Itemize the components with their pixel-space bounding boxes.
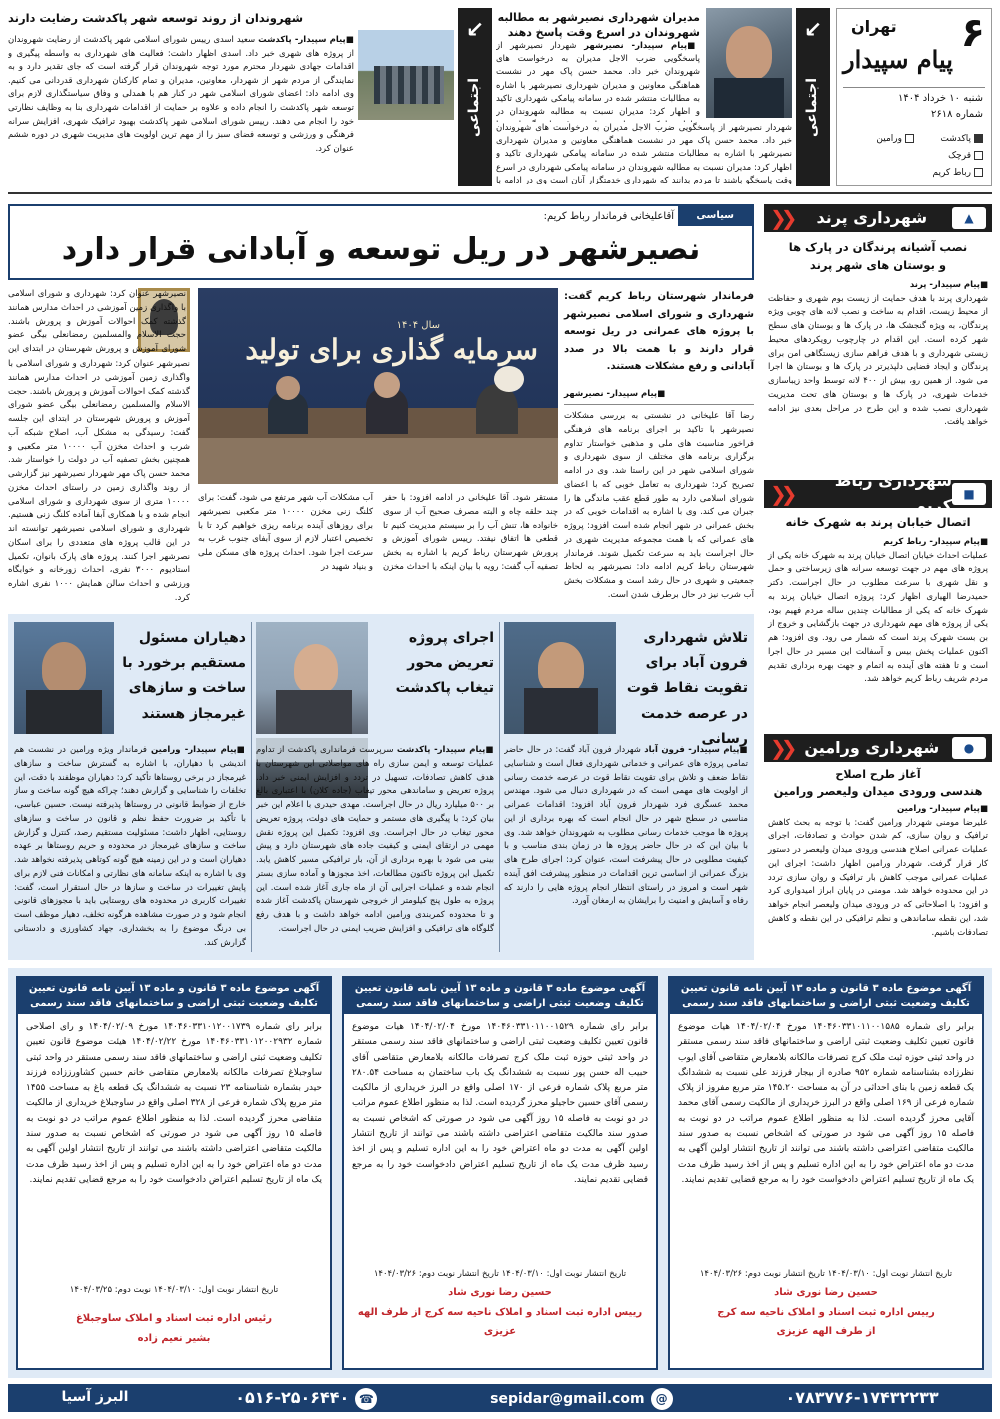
section-header <box>764 204 992 232</box>
chevrons-icon: ❮❮ <box>770 481 792 506</box>
feature-body: ■ پیام سپیدار- پاکدشت سرپرست فرمانداری پاکدشت از تداوم عملیات توسعه و ایمن سازی راه های مواصلاتی این شهرستان با هدف کاهش تصادفات، تسهیل در تردد و افزایش ایمنی خبر داد. پروژه تعریض و ساماندهی محور تیغاب (جاده کلان) با اعتباری بالغ بر ۵۰۰ میلیارد ریال در حال اجراست. مهدی حیدری با اعلام این خبر بیان کرد: با پیگیری های مستمر و حمایت های دولت، پروژه تعریض محور تیغاب در حال اجراست. وی افزود: تکمیل این پروژه نقش مهمی در ارتقای ایمنی و کیفیت جاده های شهرستان دارد و پیش بینی می شود با بهره برداری از آن، بار ترافیکی مسیر کاهش یابد. تکمیل این پروژه تاکنون مطالعات، اخذ مجوزها و آماده سازی بستر انجام شده و عملیات اجرایی آن از ماه جاری آغاز شده است. این پروژه به طول پنج کیلومتر از خروجی شهرستان پاکدشت آغاز شده و تا محدوده کمربندی ورامین ادامه خواهد داشت و با هدف رفع گلوگاه های ترافیکی و افزایش ضریب ایمنی در حال اجراست. <box>256 744 494 954</box>
feature-photo <box>14 622 114 734</box>
sidebar-parand <box>764 204 992 476</box>
notice-signer-name: عزیزی <box>483 1326 517 1338</box>
notice-signer-top: حسین رضا نوری شاد <box>774 1287 878 1299</box>
story-title: اتصال خیابان پرند به شهرک خانه <box>785 515 971 529</box>
notice-header: آگهی موضوع ماده ۳ قانون و ماده ۱۳ آیین نامه قانون تعیین تکلیف وضعیت ثبتی اراضی و ساختمانهای فاقد سند رسمی <box>18 978 330 1014</box>
notice-dates: تاریخ انتشار نوبت اول: ۱۴۰۴/۰۳/۱۰ تاریخ انتشار نوبت دوم: ۱۴۰۴/۰۳/۲۶ <box>699 1269 953 1279</box>
email-icon: @ <box>651 1388 673 1410</box>
feature-title: اجرای پروژه تعریض محور تیغاب پاکدشت <box>395 630 494 697</box>
section-bar-social <box>458 8 492 186</box>
story-subtitle: هندسی ورودی میدان ولیعصر ورامین <box>773 784 983 799</box>
chevrons-icon: ❮❮ <box>770 205 792 230</box>
municipality-logo-icon: ▲ <box>952 207 986 229</box>
feature-story-1 <box>504 618 748 956</box>
lead-body-left: نصیرشهر عنوان کرد: شهرداری و شورای اسلامی با واگذاری زمین آموزشی در احداث مدارس همانند گذشته کمک احوالات آموزش و پرورش باشند. حجت الاسلام والمسلمین رمضانعلی بیگی عضو شورای آموزش و پرورش شهرستان در ابتدای این جلسه گفت: رسیدگی به مشکل آب، اصلاح شبکه آب شرب و احداث مخزن آب ۱۰۰۰۰ متر مکعبی و همچنین بخش تصفیه آب در دولت را خواستار شد. محمد حسن پاک مهر شهردار نصیرشهر نیز گزارشی از روند واگذاری زمین در راستای احداث مخزن ۱۰۰۰۰ متری از سوی شهرداری و شورای اسلامی انجام شده و با همکاری آبفا آماده کلنگ زنی هستیم. شهرداری و شورای اسلامی نصیرشهر توانسته اند در این قالب پروژه های متعددی را برای اسکان نصرشهر اجرا کنند. پروژه های پارک بانوان، تکمیل استادیوم ۳۰۰۰ نفری، احداث زورخانه و خوابگاه ورزشی و احداث سالن همایش ۱۰۰۰ نفری اشاره کرد. <box>8 359 190 604</box>
legal-notice <box>668 976 984 1370</box>
section-header <box>764 471 992 515</box>
section-label: اجتماعی <box>804 78 821 138</box>
notice-signer-title: رییس اداره ثبت اسناد و املاک ناحیه سه کرج <box>717 1306 935 1318</box>
masthead <box>836 8 992 186</box>
story-body: ■ پیام سپیدار- ورامین علیرضا مومنی شهردار ورامین گفت: با توجه به بحث کاهش ترافیک و روان سازی، کم شدن حوادث و تصادفات، اجرای عملیات عمرانی اصلاح هندسی ورودی میدان ولیعصر در دستور کار قرار گرفت. شهردار ورامین اظهار داشت: اجرای این عملیات عمرانی موجب کاهش بار ترافیک و روان سازی تردد در این محدوده خواهد شد. مومنی در پایان ابراز امیدواری کرد و افزود: با اصلاحاتی که در ورودی میدان ولیعصر انجام خواهد شد، این نقطه ساماندهی و نظم ترافیکی در این نقطه و کاهش تصادفات باشیم. <box>764 801 992 951</box>
section-bar-social <box>796 8 830 186</box>
feature-story-3 <box>14 618 246 956</box>
county-item <box>845 150 914 164</box>
sidebar-robat <box>764 471 992 732</box>
feature-body: ■ پیام سپیدار- فرون آباد شهردار فرون آباد گفت: در حال حاضر تمامی پروژه های عمرانی و خدماتی شهرداری فعال است و شناسایی نقاط ضعف و تلاش برای تقویت نقاط قوت در عرصه خدمت رسانی از اولویت های مهمی است که در شهرداری دنبال می شود. مهندس محمد عسگری فرد شهردار فرون آباد افزود: اقدامات عمرانی مناسبی در سطح شهر در حال انجام است که بهره برداری از این پروژه ها موجب خدمات رسانی مطلوب به شهروندان خواهد شد. وی با بیان این که در حال حاضر پروژه ها در زمان بندی مناسب و با کیفیت مطلوبی در حال پیشرفت است، عنوان کرد: اجرای طرح های بزرگ عمرانی از اساسی ترین اقدامات در منظور پیشرفت افق آینده شهر است و امروز در راستای انتظار انجام پروژه هایی را دارند که رفاه و آسایش و امنیت را برایشان به ارمغان آورد. <box>504 744 748 954</box>
section-tag: سیاسی <box>678 206 752 226</box>
feature-photo <box>504 622 616 734</box>
county-item: پاکدشت <box>914 133 983 147</box>
footer-email[interactable]: @sepidar@gmail.com <box>490 1386 679 1411</box>
issue-number: شماره ۲۶۱۸ <box>931 109 983 120</box>
story-title: نصب آشیانه پرندگان در پارک ها و بوستان های شهر پرند <box>788 240 968 273</box>
arrow-icon: ↙ <box>803 18 823 43</box>
story-body: ■ پیام سپیدار- پرند شهرداری پرند با هدف حمایت از زیست بوم شهری و حفاظت از محیط زیست، اقدام به ساخت و نصب لانه های چوبی ویژه پرندگان، به ویژه گنجشک ها، در پارک ها و بوستان های سطح شهر کرده است. این اقدام در چارچوب رویکردهای محیط زیستی شهرداری و با هدف فراهم سازی زیستگاهی امن برای پرندگان و ایجاد فضایی دلپذیرتر در پارک ها و بوستان ها اجرا می شود. از همین رو، بیش از ۴۰۰ لانه توسط واحد زیباسازی خدمات شهری، در پارک ها و بوستان های تحت مدیریت شهرداری نصب شده و این طرح در مراحل بعدی نیز ادامه خواهد یافت. <box>764 275 992 475</box>
legal-notice <box>342 976 658 1370</box>
notice-body: برابر رای شماره ۱۴۰۴۶۰۳۳۱۰۱۱۰۰۱۵۸۵ مورخ ۱۴۰۴/۰۲/۰۴ هیات موضوع قانون تعیین تکلیف وضعیت ثبتی اراضی و ساختمانهای فاقد سند رسمی مستقر در واحد ثبتی حوزه ثبت ملک کرج تصرفات مالکانه بلامعارض متقاضی آقای ایوب نظرزاده بشناسنامه شماره ۹۵۲ صادره از بیجار فرزند علی نسبت به ششدانگ یک قطعه زمین با بنای احداثی در آن به مساحت ۱۴۵.۲۰ متر مربع مفروز از پلاک شماره فرعی از ۱۶۹ اصلی واقع در البرز خریداری از مالکیت رسمی آقای محمد آقایی محرز گردیده است. لذا به منظور اطلاع عموم مراتب در دو نوبت به فاصله ۱۵ روز آگهی می شود در صورتی که اشخاص نسبت به صدور سند مالکیت متقاضی اعتراضی داشته باشند می توانند از تاریخ انتشار اولین آگهی به مدت دو ماه اعتراض خود را به این اداره تسلیم و پس از اخذ رسید ظرف مدت یک ماه از تاریخ تسلیم اعتراض دادخواست خود را به مرجع قضایی تقدیم نمایند. <box>678 1022 975 1185</box>
feature-body: ■ پیام سپیدار- ورامین فرماندار ویژه ورامین در نشست هم اندیشی با دهیاران، با اشاره به گسترش ساخت و سازهای غیرمجاز در برخی روستاها تأکید کرد: دهیاران موظفند با دقت، این تخلفات را شناسایی و گزارش دهند؛ چراکه هیچ گونه ساخت و ساز خارج از ضوابط قانونی در روستاها پذیرفته نیست. حسین عباسی، با تأکید بر ضرورت حفظ نظم و قانون در ساخت و سازهای روستایی، اظهار داشت: مسئولیت مستقیم رصد، کنترل و گزارش ساخت و سازهای غیرمجاز در محدوده و حریم روستاها بر عهده دهیاران است و در این زمینه هیچ گونه کوتاهی پذیرفته نخواهد شد. وی با اشاره به اینکه سامانه های نظارتی و امکانات فنی لازم برای پایش تغییرات در ساخت و سازها در حال استقرار است، گفت: تغییرات کاربری در محدوده های روستایی باید با مجوزهای قانونی انجام شود و در صورت مشاهده هرگونه تخلف، دهیار موظف است بی درنگ موضوع را به بخشداری، جهاد کشاورزی و دادستانی گزارش کند. <box>14 744 246 954</box>
story-title: شهروندان از روند توسعه شهر پاکدشت رضایت دارند <box>8 11 304 25</box>
top-story-1 <box>496 8 792 186</box>
notice-header: آگهی موضوع ماده ۳ قانون و ماده ۱۳ آیین نامه قانون تعیین تکلیف وضعیت ثبتی اراضی و ساختمانهای فاقد سند رسمی <box>344 978 656 1014</box>
footer-bar <box>8 1384 992 1412</box>
arrow-icon: ↙ <box>465 18 485 43</box>
story-body: ■ پیام سپیدار- پاکدشت سعید اسدی رییس شورای اسلامی شهر پاکدشت از رضایت شهروندان از پروژه های شهری خبر داد. اسدی اظهار داشت: فعالیت های شهرداری به واسطه پیگیری و اقدامات جهادی شهردار محترم مورد توجه شهروندان قرار گرفته است که جای تقدیر دارد و به نمایندگی از مردم شهر از شهردار، معاونین، مدیران و تمام کارکنان شهرداری قدردانی می کنیم. وی ادامه داد: اعضای شورای اسلامی شهر در کنار هم با همدلی و وفاق سیاستگذاری لازم برای توسعه شهر پاکدشت را انجام داده و علاوه بر حمایت از اقدامات شهرداری بنا به وظایف نظارتی خود را انجام می دهند. رییس شورای اسلامی شهر پاکدشت بهبود ترافیک شهری، افزایش سرانه فرهنگی و ورزشی و توسعه فضای سبز را از مهم ترین اولویت های مدیریت شهری در دوره ششم عنوان کرد. <box>8 34 354 182</box>
notice-body: برابر رای شماره ۱۴۰۴۶۰۳۳۱۰۱۱۰۰۱۵۲۹ مورخ ۱۴۰۴/۰۲/۰۴ هیات موضوع قانون تعیین تکلیف وضعیت ثبتی اراضی و ساختمانهای فاقد سند رسمی مستقر در واحد ثبتی حوزه ثبت ملک کرج تصرفات مالکانه بلامعارض متقاضی آقای حبیب اله حسن پور نسبت به ششدانگ یک باب ساختمان به مساحت ۲۸۰.۵۴ متر مربع پلاک شماره فرعی از ۱۷۰ اصلی واقع در البرز خریداری از مالکیت رسمی آقای حسین حاجیلو محرز گردیده است. لذا به منظور اطلاع عموم مراتب در دو نوبت به فاصله ۱۵ روز آگهی می شود در صورتی که اشخاص نسبت به صدور سند مالکیت متقاضی اعتراضی داشته باشند می توانند از تاریخ انتشار اولین آگهی به مدت دو ماه اعتراض خود را به این اداره تسلیم و پس از اخذ رسید ظرف مدت یک ماه از تاریخ تسلیم اعتراض دادخواست خود را به مرجع قضایی تقدیم نمایند. <box>352 1022 649 1185</box>
county-item: ورامین <box>845 133 914 147</box>
section-title: شهرداری پرند <box>816 207 928 227</box>
section-title: شهرداری ورامین <box>804 737 940 757</box>
sidebar-varamin <box>764 734 992 960</box>
municipality-logo-icon: ■ <box>952 483 986 505</box>
county-item: رباط کریم <box>914 167 983 181</box>
banner-year: سال ۱۴۰۴ <box>396 320 440 331</box>
notice-dates: تاریخ انتشار نوبت اول: ۱۴۰۴/۰۳/۱۰ تاریخ انتشار نوبت دوم: ۱۴۰۴/۰۳/۲۶ <box>373 1269 627 1279</box>
story-body: ■ پیام سپیدار- رباط کریم عملیات احداث خیابان اتصال خیابان پرند به شهرک خانه یکی از پروژه های مهم در جهت توسعه سرانه های زیرساختی و حمل و نقل شهری با سرعت مطلوب در حال اجراست. دکتر حمیدرضا الهیاری اظهار کرد: پروژه اتصال خیابان پرند به شهرک خانه که یکی از مطالبات چندین ساله مردم فهیم بود، یکی از پروژه های مهم شهرداری در جهت بازگشایی و خروج از بن بست شهرک پرند است که شمار می رود. وی افزود: هم اکنون عملیات پخش بیس و آسفالت این مسیر در حال اجرا است و تا هفته های آینده به اتمام و جهت بهره برداری تقدیم مردم شریف رباط کریم خواهد شد. <box>764 532 992 728</box>
banner-text: سرمایه گذاری برای تولید <box>245 333 538 366</box>
lead-lede: فرماندار شهرستان رباط کریم گفت: شهرداری و شورای اسلامی نصیرشهر با پروژه های عمرانی در ریل توسعه قرار دارند و با همت بالا در صدد آبادانی و رفع مشکلات هستند. <box>564 291 754 372</box>
notice-signer-name: بشیر نعیم زاده <box>137 1332 211 1344</box>
notice-signer-title: رییس اداره ثبت اسناد و املاک ناحیه سه کرج از طرف الهه <box>357 1306 643 1318</box>
feature-photo <box>256 622 368 734</box>
issue-date: شنبه ۱۰ خرداد ۱۴۰۴ <box>898 93 983 104</box>
municipality-logo-icon: ● <box>952 737 986 759</box>
feature-story-2 <box>256 618 494 956</box>
lead-body-left-top: نصیرشهر عنوان کرد: شهرداری و شورای اسلامی با واگذاری زمین آموزشی در احداث مدارس همانند گذشته کمک احوالات آموزش و پرورش باشند. حجت الاسلام والمسلمین رمضانعلی بیگی عضو شورای آموزش و پرورش شهرستان در ابتدای این <box>8 289 186 354</box>
masthead-logo: پیام سپیدار <box>843 45 953 74</box>
notice-header: آگهی موضوع ماده ۳ قانون و ماده ۱۳ آیین نامه قانون تعیین تکلیف وضعیت ثبتی اراضی و ساختمانهای فاقد سند رسمی <box>670 978 982 1014</box>
lead-body-mid: مستقر شود. آقا علیخانی در ادامه افزود: با حفر چند حلقه چاه و البته مصرف صحیح آب از سوی خانواده ها، تنش آب را بر سیستم مدیریت کنیم تا قطعی ها اتفاق نیفتد. رییس شورای آموزش و پرورش شهرستان رباط کریم با اشاره به بخش تصفیه آب گفت: رویه با بیان اینکه با احداث مخزن آب مشکلات آب شهر مرتفع می شود، گفت: برای کلنگ زنی مخزن ۱۰۰۰۰ متر مکعبی نصیرشهر برای روزهای آینده برنامه ریزی خواهیم کرد تا با تخصیص اعتبار لازم از سوی آبفای جنوب غرب به سرعت اجرا شود. احداث پروژه های مسکن ملی و بنیاد شهید در <box>198 493 558 572</box>
story-title: آغاز طرح اصلاح <box>835 768 921 781</box>
lead-byline: ■ پیام سپیدار- نصیرشهر <box>564 388 754 401</box>
section-title: شهرداری رباط کریم <box>834 471 953 515</box>
story-body: ■ پیام سپیدار- نصیرشهر شهردار نصیرشهر از پاسخگویی ضرب الاجل مدیران به درخواست های شهروندان خبر داد. محمد حسن پاک مهر در نشست هماهنگی معاونین و مدیران شهرداری نصیرشهر با اشاره به مطالبات منتشر شده در سامانه پیامکی شهرداری تاکید و اظهار کرد: مدیران نسبت به مطالبه شهروندان در <box>496 40 700 122</box>
notice-signer-title: رئیس اداره ثبت اسناد و املاک ساوجبلاغ <box>75 1313 273 1325</box>
page-number: ۶ <box>960 10 985 56</box>
top-story-2 <box>8 8 454 186</box>
logo-small: تهران <box>851 17 897 36</box>
lead-photo <box>198 288 558 484</box>
notice-body: برابر رای شماره ۱۴۰۴۶۰۳۳۱۰۱۲۰۰۱۷۳۹ مورخ ۱۴۰۴/۰۲/۰۹ و رای اصلاحی شماره ۱۴۰۴۶۰۳۳۱۰۱۲۰۰۲۹۳۲ مورخ ۱۴۰۴/۰۲/۲۲ هیئت موضوع قانون تعیین تکلیف وضعیت ثبتی اراضی و ساختمانهای فاقد سند رسمی مستقر در واحد ثبتی ساوجبلاغ تصرفات مالکانه بلامعارض متقاضی خانم حسین کشاورززاده فرزند حیدر بشماره شناسنامه ۲۳ نسبت به ششدانگ یک قطعه باغ به مساحت ۱۴۵۵ متر مربع پلاک شماره فرعی از ۳۲۸ اصلی واقع در ساوجبلاغ خریداری از مالکیت متقاضی محرز گردیده است. لذا به منظور اطلاع عموم مراتب در دو نوبت به فاصله ۱۵ روز آگهی می شود در صورتی که اشخاص نسبت به صدور سند مالکیت متقاضی اعتراضی داشته باشند می توانند از تاریخ انتشار اولین آگهی به مدت دو ماه اعتراض خود را به این اداره تسلیم و پس از اخذ رسید ظرف مدت یک ماه از تاریخ تسلیم اعتراض دادخواست خود را به مرجع قضایی تقدیم نمایند. <box>26 1022 322 1185</box>
notice-signer-name: از طرف الهه عزیزی <box>776 1326 876 1338</box>
legal-notice <box>16 976 332 1370</box>
section-header <box>764 734 992 762</box>
footer-phone[interactable]: ☎۰۵۱۶-۲۵۰۶۴۴۰ <box>235 1386 383 1411</box>
county-item: قرچک <box>914 150 983 164</box>
lead-body-right: رضا آقا علیخانی در نشستی به بررسی مشکلات نصیرشهر با تاکید بر اجرای برنامه های فرهنگی فراخور مناسبت های ملی و مذهبی خواستار تداوم برگزاری برنامه های مختلف از سوی شهرداری و شورای اسلامی شهر در این راستا شد. وی در ادامه تصریح کرد: شهرداری به تعامل خوبی که با اعضای شورای اسلامی دارد به طور قطع عقب ماندگی ها را جبران می کند. وی با اشاره به اقدامات خوبی که در بخش عمرانی در شهر انجام شده است افزود: پروژه های عمرانی که با همت مجموعه مدیریت شهری در حال اجراست باید به سرعت تکمیل شوند. فرماندار شهرستان رباط کریم ادامه داد: نصیرشهر به لحاظ جمعیتی و شهری در حال رشد است و مشکلات بخش آب شرب نیز در حال برطرف شدن است. <box>564 411 754 600</box>
story-title: مدیران شهرداری نصیرشهر به مطالبه شهروندان در اسرع وقت پاسخ دهند <box>497 11 700 40</box>
section-label: اجتماعی <box>466 78 483 138</box>
notice-signer-top: حسین رضا نوری شاد <box>448 1287 552 1299</box>
county-list <box>845 133 983 181</box>
notice-dates: تاریخ انتشار نوبت اول: ۱۴۰۴/۰۳/۱۰ نوبت دوم: ۱۴۰۴/۰۳/۲۵ <box>69 1285 279 1295</box>
lead-headline: نصیرشهر در ریل توسعه و آبادانی قرار دارد <box>61 232 701 267</box>
lead-headline-box <box>8 204 754 280</box>
story-body-cont: شهردار نصیرشهر از پاسخگویی ضرب الاجل مدیران به درخواست های شهروندان خبر داد. محمد حسن پاک مهر در نشست هماهنگی معاونین و مدیران شهرداری نصیرشهر با اشاره به مطالبات منتشر شده در سامانه پیامکی شهرداری تاکید و اظهار کرد: مدیران نسبت به مطالبه شهروندان در سامانه پیامکی شهرداری در اسرع وقت پاسخگو باشند تا مردم بدانند که شهرداری خدمتگزار آنان است وی در ادامه با <box>496 123 792 184</box>
lead-kicker: آقاعلیخانی فرماندار رباط کریم: <box>543 211 674 222</box>
chevrons-icon: ❮❮ <box>770 735 792 760</box>
footer-phones: ۰۷۸۳۷۷۶-۱۷۴۳۲۲۳۳ <box>785 1387 939 1407</box>
feature-title: دهیاران مسئول مستقیم برخورد با ساخت و سازهای غیرمجاز هستند <box>122 630 246 722</box>
feature-title: تلاش شهرداری فرون آباد برای تقویت نقاط قوت در عرصه خدمت رسانی <box>626 630 748 747</box>
footer-brand: البرز آسیا <box>61 1389 129 1406</box>
phone-icon: ☎ <box>355 1388 377 1410</box>
